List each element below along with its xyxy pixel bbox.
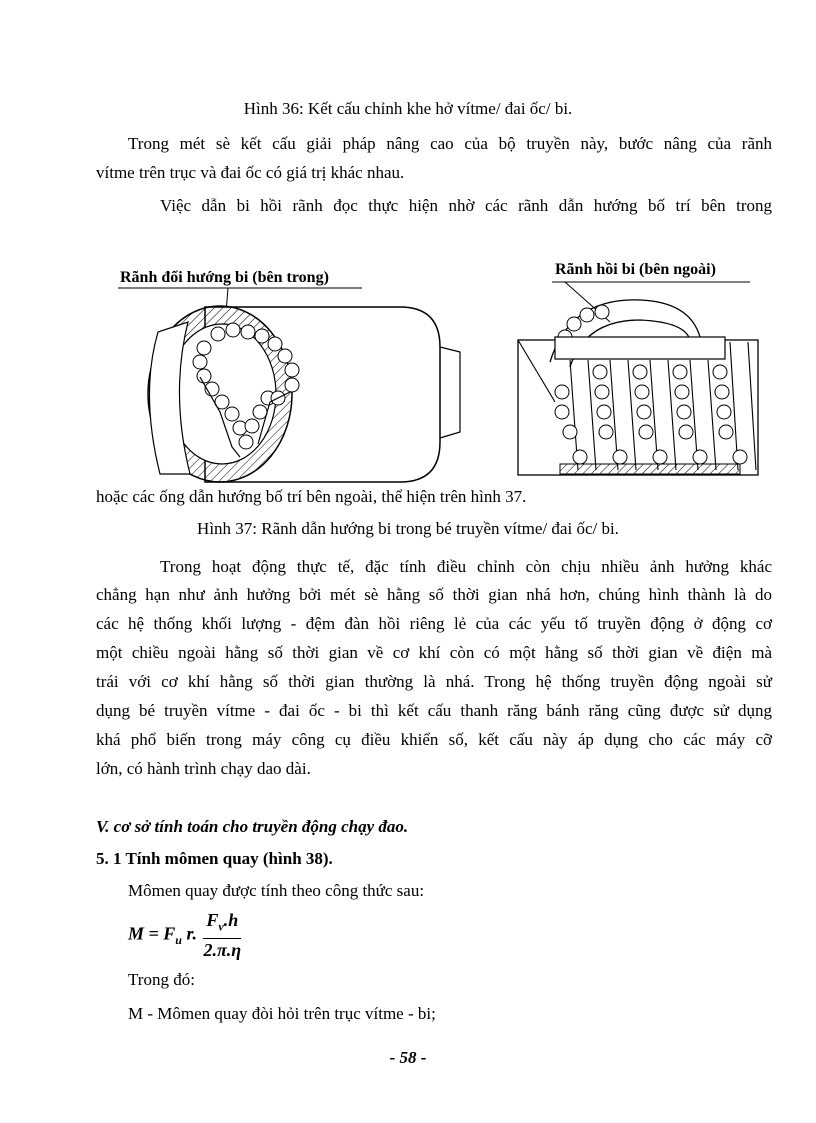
label-internal-return: Rãnh đổi hướng bi (bên trong) xyxy=(120,269,329,286)
paragraph-1-line-2: vítme trên trục và đai ốc có giá trị khác nhau. xyxy=(96,163,405,182)
internal-return-illustration xyxy=(118,269,460,482)
formula-numerator-tail: .h xyxy=(223,910,239,930)
paragraph-2-line-1: Việc dẫn bi hồi rãnh đọc thực hiện nhờ các rãnh dẫn hướng bố trí bên trong xyxy=(160,196,772,215)
torque-formula xyxy=(128,910,241,961)
definition-M: M - Mômen quay đòi hỏi trên trục vítme - bi; xyxy=(128,1004,436,1023)
label-external-return: Rãnh hồi bi (bên ngoài) xyxy=(555,261,716,278)
paragraph-3-line-3: các hệ thống khối lượng - đệm đàn hồi riêng lẻ của các yếu tố truyền động ở động cơ xyxy=(96,614,772,633)
external-return-illustration xyxy=(518,261,758,475)
paragraph-3-line-5: trái với cơ khí hằng số thời gian thường là nhá. Trong hệ thống truyền động ngoài sử xyxy=(96,672,772,691)
figure-37-ball-return-diagram xyxy=(100,252,760,487)
paragraph-3-line-1: Trong hoạt động thực tế, đặc tính điều chỉnh còn chịu nhiều ảnh hưởng khác xyxy=(160,557,772,576)
paragraph-3-line-4: một chiều ngoài hằng số thời gian về cơ khí còn có một hằng số thời gian về điện mà xyxy=(96,643,772,662)
paragraph-3-line-8: lớn, có hành trình chạy dao dài. xyxy=(96,759,311,778)
caption-figure-36: Hình 36: Kết cấu chỉnh khe hở vítme/ đai ốc/ bi. xyxy=(243,99,573,118)
formula-sub-u: u xyxy=(175,933,182,948)
caption-figure-37: Hình 37: Rãnh dẫn hướng bi trong bé truyền vítme/ đai ốc/ bi. xyxy=(197,519,619,538)
paragraph-1-line-1: Trong mét sè kết cấu giải pháp nâng cao của bộ truyền này, bước nâng của rãnh xyxy=(128,134,772,153)
formula-fraction xyxy=(203,910,241,961)
subsection-title: 5. 1 Tính mômen quay (hình 38). xyxy=(96,849,333,868)
where-label: Trong đó: xyxy=(128,970,195,989)
formula-intro: Mômen quay được tính theo công thức sau: xyxy=(128,881,425,900)
formula-sub-v: v xyxy=(218,919,224,934)
formula-mid: r. xyxy=(181,923,197,944)
formula-denominator: 2.π.η xyxy=(203,939,242,960)
paragraph-3-line-6: dụng bé truyền vítme - đai ốc - bi thì kết cấu thanh răng bánh răng cũng được sử dụng xyxy=(96,701,772,720)
paragraph-3-line-2: chẳng hạn như ảnh hưởng bởi mét sè hằng số thời gian nhá hơn, chúng hình thành là do xyxy=(96,585,772,604)
paragraph-3-line-7: khá phổ biến trong máy công cụ điều khiển số, kết cấu này áp dụng cho các máy cỡ xyxy=(96,730,772,749)
section-title: V. cơ sở tính toán cho truyền động chạy đao. xyxy=(96,817,409,836)
paragraph-2-line-2: hoặc các ống dẫn hướng bố trí bên ngoài, thể hiện trên hình 37. xyxy=(96,487,527,506)
formula-numerator: F xyxy=(206,910,219,930)
formula-lhs: M = F xyxy=(128,923,176,944)
page-number: - 58 - xyxy=(389,1048,427,1067)
